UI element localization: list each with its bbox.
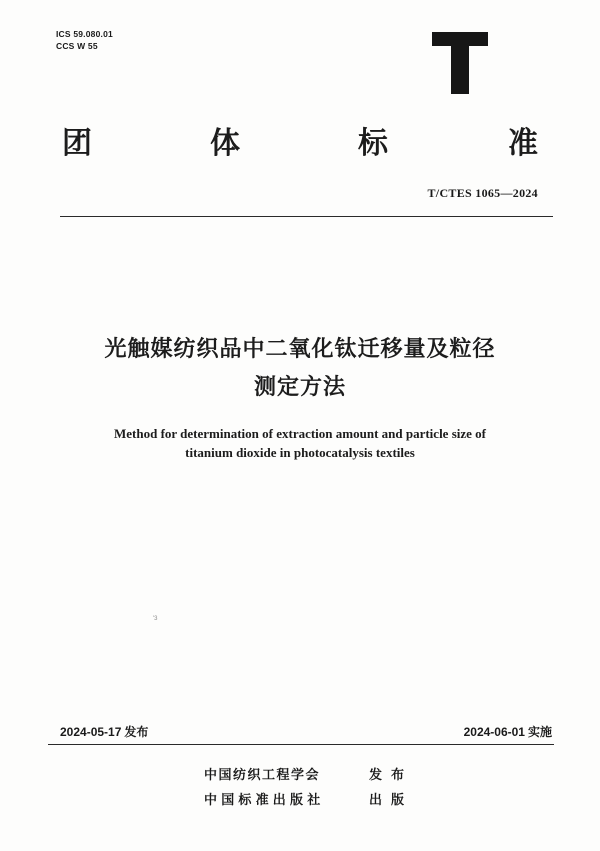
chinese-title	[40, 331, 560, 407]
issue-date-label: 发布	[124, 725, 149, 739]
english-title-line-2: titanium dioxide in photocatalysis textiles	[185, 445, 415, 460]
publisher-press-role: 出版	[369, 793, 414, 808]
top-divider	[60, 216, 553, 217]
issue-date-value: 2024-05-17	[60, 725, 122, 739]
chinese-title-line-2: 测定方法	[253, 375, 346, 400]
implementation-date	[464, 723, 552, 740]
ics-code: ICS 59.080.01	[56, 29, 113, 39]
publisher-press-name: 中国标准出版社	[204, 793, 325, 808]
publisher-issuer	[204, 764, 414, 783]
standard-category-title	[62, 118, 548, 162]
implementation-date-value: 2024-06-01	[463, 725, 525, 739]
standard-number: T/CTES 1065—2024	[427, 186, 538, 200]
publisher-press	[204, 789, 414, 808]
chinese-title-line-1: 光触媒纺织品中二氧化钛迁移量及粒径	[104, 337, 496, 362]
implementation-date-label: 实施	[527, 725, 552, 739]
standard-t-logo	[432, 32, 488, 94]
classification-codes	[56, 28, 113, 52]
issue-date	[60, 723, 148, 740]
category-char-1: 团	[62, 126, 92, 161]
category-char-2: 体	[210, 126, 240, 161]
english-title	[40, 424, 560, 462]
t-logo-stem	[451, 44, 469, 94]
category-char-4: 准	[508, 126, 538, 161]
bottom-divider	[48, 744, 554, 745]
publisher-issuer-name: 中国纺织工程学会	[204, 768, 321, 783]
ccs-code: CCS W 55	[56, 41, 98, 51]
english-title-line-1: Method for determination of extraction amount and particle size of	[113, 426, 486, 441]
stray-mark: '3	[153, 616, 158, 622]
publisher-issuer-role: 发布	[369, 768, 414, 783]
category-char-3: 标	[358, 126, 388, 161]
